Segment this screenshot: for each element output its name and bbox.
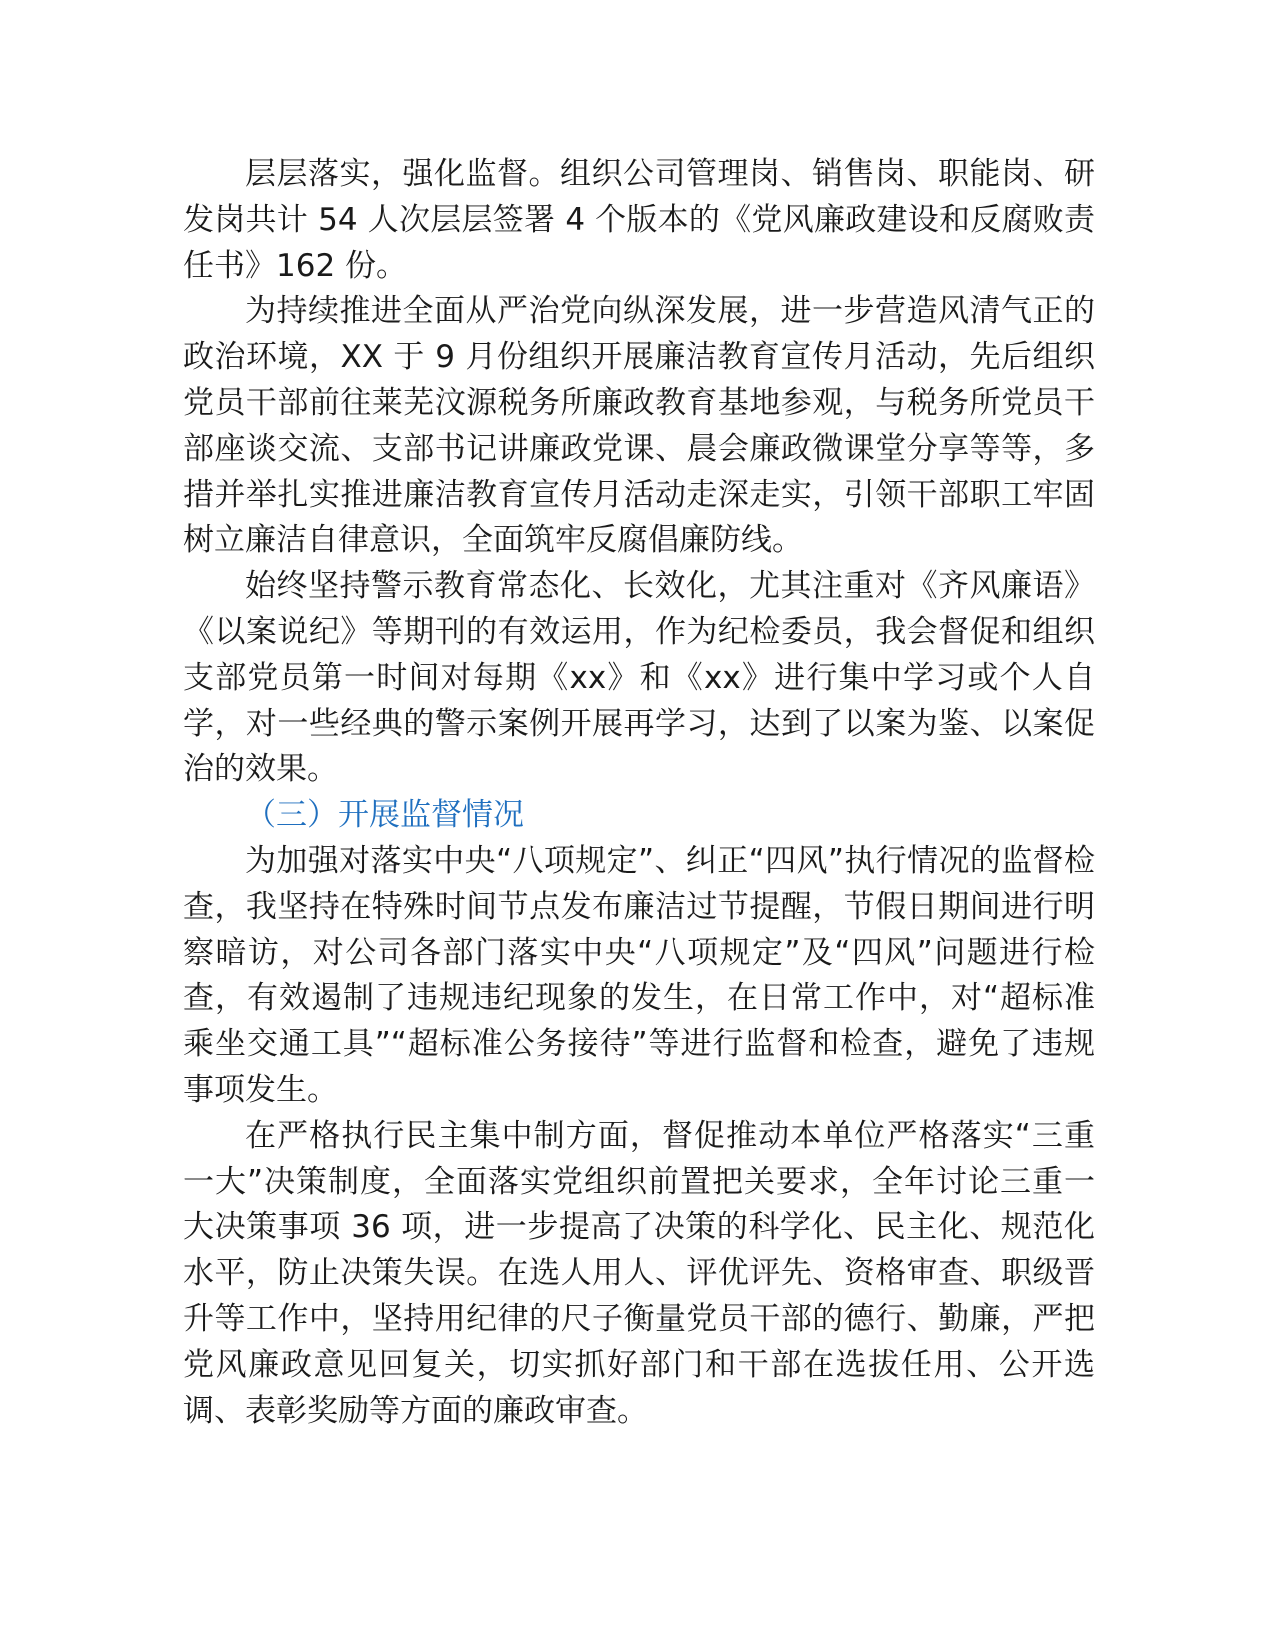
paragraph-warning-education: 始终坚持警示教育常态化、长效化，尤其注重对《齐风廉语》《以案说纪》等期刊的有效运用，作为纪检委员，我会督促和组织支部党员第一时间对每期《xx》和《xx》进行集中学习或个人自学，对一些经典的警示案例开展再学习，达到了以案为鉴、以案促治的效果。 [183, 568, 1095, 788]
section-heading: （三）开展监督情况 [245, 797, 524, 834]
paragraph-supervision: 为加强对落实中央“八项规定”、纠正“四风”执行情况的监督检查，我坚持在特殊时间节点发布廉洁过节提醒，节假日期间进行明察暗访，对公司各部门落实中央“八项规定”及“四风”问题进行检查，有效遏制了违规违纪现象的发生，在日常工作中，对“超标准乘坐交通工具”“超标准公务接待”等进行监督和检查，避免了违规事项发生。 [183, 842, 1095, 1108]
paragraph-democratic-centralism: 在严格执行民主集中制方面，督促推动本单位严格落实“三重一大”决策制度，全面落实党组织前置把关要求，全年讨论三重一大决策事项 36 项，进一步提高了决策的科学化、民主化、规范化水平，防止决策失误。在选人用人、评优评先、资格审查、职级晋升等工作中，坚持用纪律的尺子衡量党员干部的德行、勤廉，严把党风廉政意见回复关，切实抓好部门和干部在选拔任用、公开选调、表彰奖励等方面的廉政审查。 [183, 1117, 1095, 1429]
paragraph-responsibility: 层层落实，强化监督。组织公司管理岗、销售岗、职能岗、研发岗共计 54 人次层层签署 4 个版本的《党风廉政建设和反腐败责任书》162 份。 [183, 156, 1095, 284]
paragraph-education-month: 为持续推进全面从严治党向纵深发展，进一步营造风清气正的政治环境，XX 于 9 月份组织开展廉洁教育宣传月活动，先后组织党员干部前往莱芜汶源税务所廉政教育基地参观，与税务所党员干部座谈交流、支部书记讲廉政党课、晨会廉政微课堂分享等等，多措并举扎实推进廉洁教育宣传月活动走深走实，引领干部职工牢固树立廉洁自律意识，全面筑牢反腐倡廉防线。 [183, 293, 1095, 559]
document-body [183, 152, 1095, 1434]
